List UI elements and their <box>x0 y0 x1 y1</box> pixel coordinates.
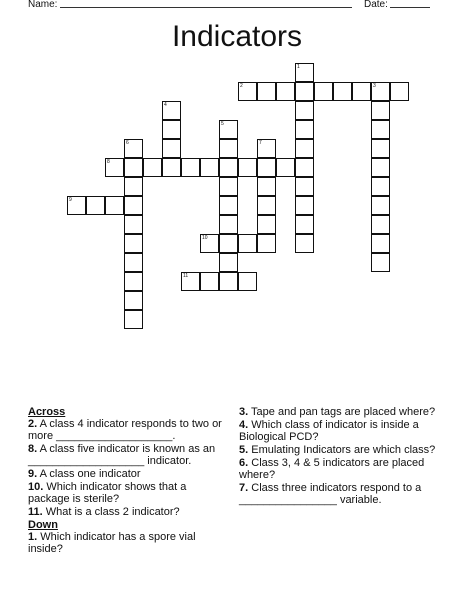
clue-down-6: 6. Class 3, 4 & 5 indicators are placed where? <box>239 457 425 481</box>
grid-cell[interactable] <box>257 82 276 101</box>
grid-cell[interactable] <box>257 158 276 177</box>
clue-across-10: 10. Which indicator shows that a package is sterile? <box>28 481 187 505</box>
clue-across-11: 11. What is a class 2 indicator? <box>28 506 180 518</box>
across-heading: Across <box>28 406 66 418</box>
clue-down-5: 5. Emulating Indicators are which class? <box>239 444 436 456</box>
grid-cell[interactable] <box>124 310 143 329</box>
grid-cell[interactable] <box>219 177 238 196</box>
grid-cell[interactable] <box>162 158 181 177</box>
grid-cell[interactable] <box>200 158 219 177</box>
grid-cell[interactable] <box>219 234 238 253</box>
clue-number: 4 <box>164 102 167 108</box>
clue-number: 9 <box>69 197 72 203</box>
clue-number: 3 <box>373 83 376 89</box>
grid-cell[interactable] <box>143 158 162 177</box>
grid-cell[interactable] <box>219 158 238 177</box>
grid-cell[interactable] <box>276 158 295 177</box>
grid-cell[interactable] <box>181 158 200 177</box>
grid-cell[interactable] <box>238 272 257 291</box>
grid-cell[interactable] <box>238 234 257 253</box>
grid-cell[interactable] <box>333 82 352 101</box>
grid-cell[interactable] <box>371 253 390 272</box>
clue-number: 2 <box>240 83 243 89</box>
grid-cell[interactable] <box>162 139 181 158</box>
clue-number: 10 <box>202 235 208 241</box>
grid-cell[interactable] <box>124 177 143 196</box>
clue-across-8: 8. A class five indicator is known as an ___________________ indicator. <box>28 443 216 467</box>
grid-cell[interactable] <box>257 234 276 253</box>
grid-cell[interactable] <box>371 215 390 234</box>
grid-cell[interactable] <box>124 196 143 215</box>
grid-cell[interactable] <box>124 291 143 310</box>
grid-cell[interactable] <box>124 234 143 253</box>
grid-cell[interactable] <box>238 158 257 177</box>
grid-cell[interactable] <box>219 253 238 272</box>
grid-cell[interactable] <box>295 82 314 101</box>
clue-number: 11 <box>183 273 189 279</box>
grid-cell[interactable] <box>295 139 314 158</box>
clue-number: 1 <box>297 64 300 70</box>
grid-cell[interactable] <box>371 234 390 253</box>
grid-cell[interactable] <box>200 272 219 291</box>
grid-cell[interactable] <box>86 196 105 215</box>
clue-number: 8 <box>107 159 110 165</box>
grid-cell[interactable] <box>257 177 276 196</box>
grid-cell[interactable] <box>295 158 314 177</box>
grid-cell[interactable] <box>352 82 371 101</box>
grid-cell[interactable] <box>257 215 276 234</box>
grid-cell[interactable] <box>124 158 143 177</box>
grid-cell[interactable] <box>124 253 143 272</box>
grid-cell[interactable] <box>219 272 238 291</box>
grid-cell[interactable] <box>124 272 143 291</box>
grid-cell[interactable] <box>219 215 238 234</box>
page-title: Indicators <box>171 20 303 53</box>
grid-cell[interactable] <box>105 196 124 215</box>
clue-across-9: 9. A class one indicator <box>28 468 141 480</box>
grid-cell[interactable] <box>124 215 143 234</box>
date-label: Date: <box>364 0 388 10</box>
grid-cell[interactable] <box>276 82 295 101</box>
grid-cell[interactable] <box>295 120 314 139</box>
grid-cell[interactable] <box>295 196 314 215</box>
grid-cell[interactable] <box>219 139 238 158</box>
clue-down-7: 7. Class three indicators respond to a ________________ variable. <box>239 482 422 506</box>
clue-down-1: 1. Which indicator has a spore vial inside? <box>28 531 196 555</box>
clues-left-column <box>28 406 228 556</box>
name-label: Name: <box>28 0 58 10</box>
clue-number: 7 <box>259 140 262 146</box>
grid-cell[interactable] <box>314 82 333 101</box>
grid-cell[interactable] <box>295 234 314 253</box>
grid-cell[interactable] <box>371 139 390 158</box>
clue-number: 5 <box>221 121 224 127</box>
grid-cell[interactable] <box>257 196 276 215</box>
grid-cell[interactable] <box>295 215 314 234</box>
down-heading: Down <box>28 519 58 531</box>
grid-cell[interactable] <box>390 82 409 101</box>
clue-across-2: 2. A class 4 indicator responds to two or more ___________________. <box>28 418 222 442</box>
grid-cell[interactable] <box>371 101 390 120</box>
clues-right-column <box>239 406 439 507</box>
grid-cell[interactable] <box>295 101 314 120</box>
clue-down-4: 4. Which class of indicator is inside a Biological PCD? <box>239 419 419 443</box>
clue-number: 6 <box>126 140 129 146</box>
clue-down-3: 3. Tape and pan tags are placed where? <box>239 406 436 418</box>
grid-cell[interactable] <box>371 120 390 139</box>
grid-cell[interactable] <box>371 158 390 177</box>
grid-cell[interactable] <box>371 196 390 215</box>
grid-cell[interactable] <box>371 177 390 196</box>
grid-cell[interactable] <box>219 196 238 215</box>
grid-cell[interactable] <box>295 177 314 196</box>
grid-cell[interactable] <box>162 120 181 139</box>
